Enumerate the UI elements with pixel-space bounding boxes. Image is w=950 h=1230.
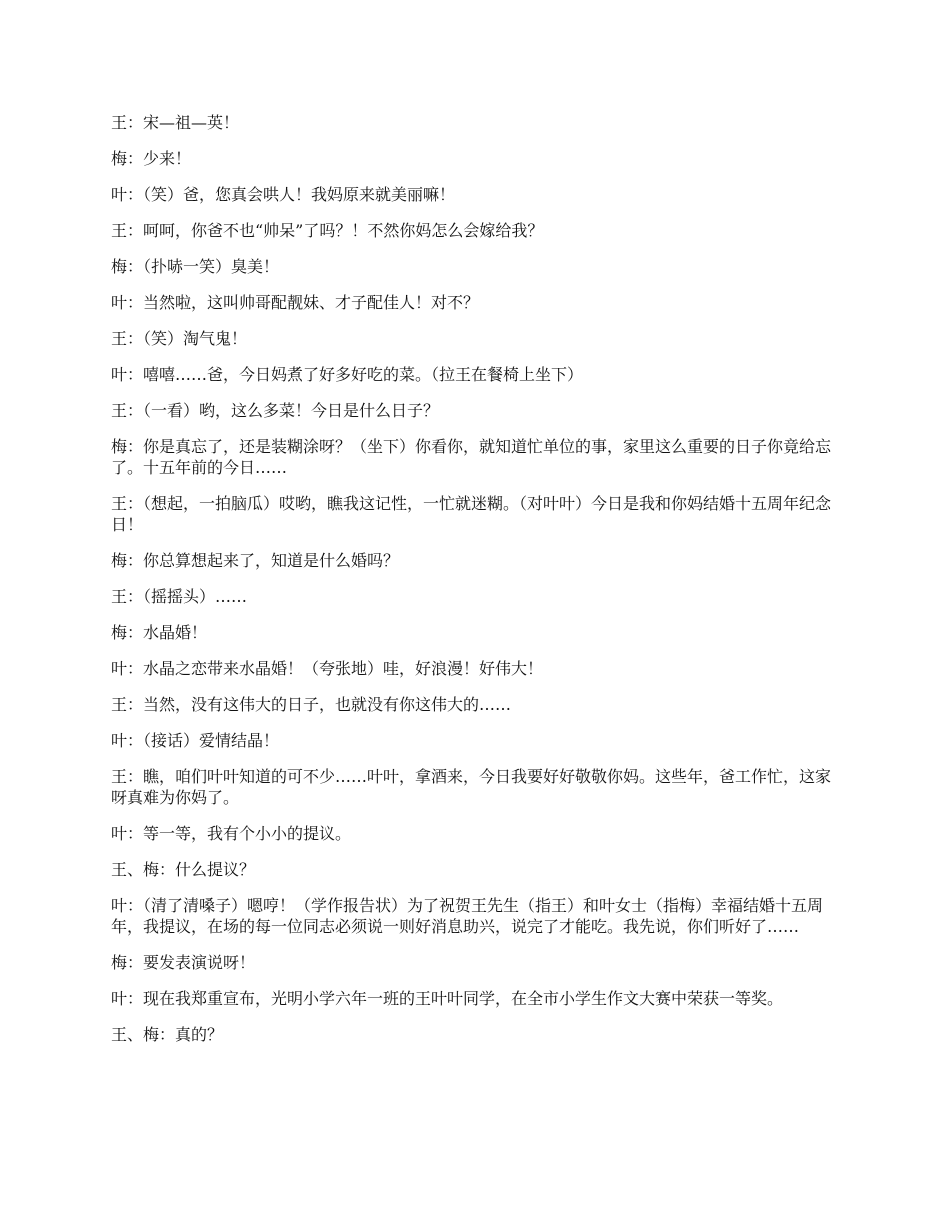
dialogue-line: 叶：水晶之恋带来水晶婚！（夸张地）哇，好浪漫！好伟大！ <box>111 659 544 678</box>
dialogue-line: 梅：你总算想起来了，知道是什么婚吗？ <box>111 551 400 570</box>
document-body <box>111 112 841 1060</box>
dialogue-line: 叶：现在我郑重宣布，光明小学六年一班的王叶叶同学，在全市小学生作文大赛中荣获一等奖。 <box>111 989 784 1008</box>
dialogue-line: 王：（一看）哟，这么多菜！今日是什么日子？ <box>111 401 440 420</box>
dialogue-line: 王：呵呵，你爸不也“帅呆”了吗？！不然你妈怎么会嫁给我？ <box>111 221 544 240</box>
dialogue-line: 梅：（扑哧一笑）臭美！ <box>111 257 280 276</box>
dialogue-line: 王：（摇摇头）…… <box>111 587 248 606</box>
dialogue-line: 王：瞧，咱们叶叶知道的可不少……叶叶，拿酒来，今日我要好好敬敬你妈。这些年，爸工作忙，这家呀真难为你妈了。 <box>111 767 832 807</box>
dialogue-line: 叶：（清了清嗓子）嗯哼！（学作报告状）为了祝贺王先生（指王）和叶女士（指梅）幸福结婚十五周年，我提议，在场的每一位同志必须说一则好消息助兴，说完了才能吃。我先说，你们听好了…… <box>111 896 824 936</box>
dialogue-line: 梅：少来！ <box>111 149 192 168</box>
dialogue-line: 叶：嘻嘻……爸，今日妈煮了好多好吃的菜。（拉王在餐椅上坐下） <box>111 365 584 384</box>
dialogue-line: 王：宋—祖—英！ <box>111 113 240 132</box>
dialogue-line: 王：当然，没有这伟大的日子，也就没有你这伟大的…… <box>111 695 512 714</box>
dialogue-line: 梅：水晶婚！ <box>111 623 208 642</box>
dialogue-line: 王、梅：真的？ <box>111 1025 224 1044</box>
dialogue-line: 梅：你是真忘了，还是装糊涂呀？（坐下）你看你，就知道忙单位的事，家里这么重要的日子你竟给忘了。十五年前的今日…… <box>111 437 832 477</box>
dialogue-line: 叶：当然啦，这叫帅哥配靓妹、才子配佳人！对不？ <box>111 293 480 312</box>
dialogue-line: 叶：等一等，我有个小小的提议。 <box>111 824 352 843</box>
dialogue-line: 梅：要发表演说呀！ <box>111 953 256 972</box>
dialogue-line: 王：（笑）淘气鬼！ <box>111 329 248 348</box>
dialogue-line: 王、梅：什么提议？ <box>111 860 256 879</box>
dialogue-line: 王：（想起，一拍脑瓜）哎哟，瞧我这记性，一忙就迷糊。（对叶叶）今日是我和你妈结婚十五周年纪念日！ <box>111 494 832 534</box>
dialogue-line: 叶：（笑）爸，您真会哄人！我妈原来就美丽嘛！ <box>111 185 456 204</box>
dialogue-line: 叶：（接话）爱情结晶！ <box>111 731 280 750</box>
